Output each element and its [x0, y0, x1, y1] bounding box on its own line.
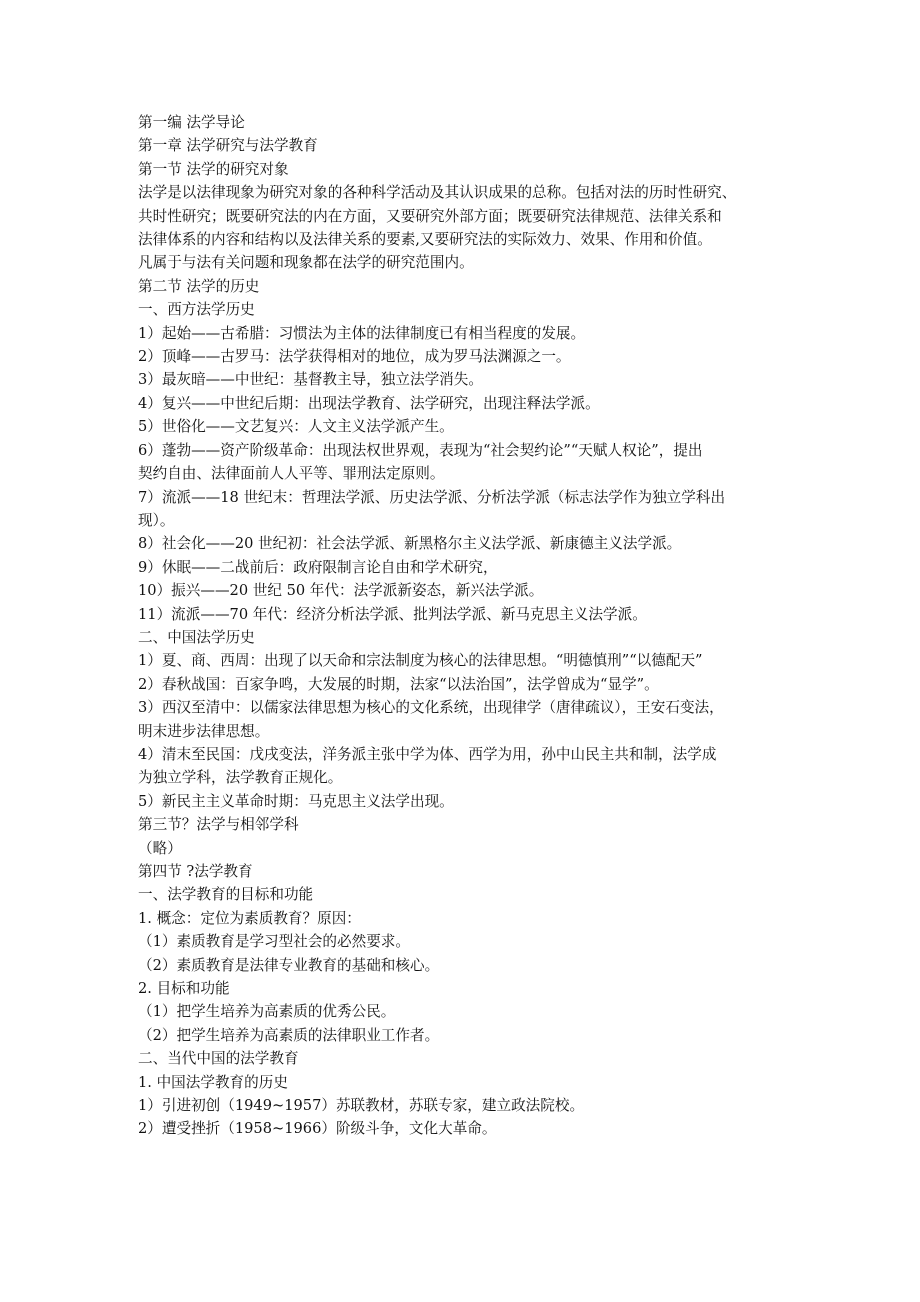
- list-item: 3）西汉至清中：以儒家法律思想为核心的文化系统，出现律学（唐律疏议），王安石变法，: [138, 699, 724, 717]
- chapter-heading: 第一章 法学研究与法学教育: [138, 137, 318, 155]
- list-item: 6）蓬勃——资产阶级革命：出现法权世界观，表现为“社会契约论”“天赋人权论”，提出: [138, 441, 703, 459]
- list-item: 1. 中国法学教育的历史: [138, 1073, 288, 1091]
- list-item: 4）复兴——中世纪后期：出现法学教育、法学研究，出现注释法学派。: [138, 394, 600, 412]
- list-item: 10）振兴——20 世纪 50 年代：法学派新姿态，新兴法学派。: [138, 582, 544, 600]
- section-heading: 第四节 ?法学教育: [138, 863, 253, 880]
- section-heading: 第三节？法学与相邻学科: [138, 816, 299, 834]
- subsection-heading: 一、西方法学历史: [138, 301, 255, 319]
- subsection-heading: 二、中国法学历史: [138, 628, 255, 646]
- list-item: 2. 目标和功能: [138, 980, 230, 998]
- list-item: 11）流派——70 年代：经济分析法学派、批判法学派、新马克思主义法学派。: [138, 605, 647, 623]
- paragraph-line: 共时性研究；既要研究法的内在方面，又要研究外部方面；既要研究法律规范、法律关系和: [138, 207, 722, 225]
- list-item: 8）社会化——20 世纪初：社会法学派、新黑格尔主义法学派、新康德主义法学派。: [138, 535, 682, 553]
- paragraph-line: 法学是以法律现象为研究对象的各种科学活动及其认识成果的总称。包括对法的历时性研究、: [138, 184, 737, 202]
- subsection-heading: 二、当代中国的法学教育: [138, 1050, 299, 1068]
- list-item-continued: 契约自由、法律面前人人平等、罪刑法定原则。: [138, 465, 445, 483]
- list-item: 5）新民主主义革命时期：马克思主义法学出现。: [138, 792, 454, 810]
- list-item: （2）把学生培养为高素质的法律职业工作者。: [138, 1026, 440, 1044]
- list-item: 1. 概念：定位为素质教育？原因：: [138, 909, 361, 927]
- paragraph-line: 法律体系的内容和结构以及法律关系的要素,又要研究法的实际效力、效果、作用和价值。: [138, 231, 712, 249]
- list-item-continued: 现）。: [138, 511, 175, 529]
- list-item: 2）顶峰——古罗马：法学获得相对的地位，成为罗马法渊源之一。: [138, 348, 571, 366]
- part-heading: 第一编 法学导论: [138, 114, 245, 131]
- list-item-continued: 明末进步法律思想。: [138, 722, 270, 740]
- list-item: 1）引进初创（1949~1957）苏联教材，苏联专家，建立政法院校。: [138, 1097, 585, 1115]
- list-item: （1）素质教育是学习型社会的必然要求。: [138, 933, 410, 951]
- list-item: 1）夏、商、西周：出现了以天命和宗法制度为核心的法律思想。“明德慎刑”“以德配天”: [138, 652, 703, 670]
- list-item: 7）流派——18 世纪末：哲理法学派、历史法学派、分析法学派（标志法学作为独立学科出: [138, 488, 726, 506]
- list-item: 2）遭受挫折（1958~1966）阶级斗争，文化大革命。: [138, 1120, 497, 1138]
- section-heading: 第二节 法学的历史: [138, 277, 260, 295]
- list-item: 2）春秋战国：百家争鸣，大发展的时期，法家“以法治国”，法学曾成为“显学”。: [138, 675, 659, 693]
- document-page: [138, 111, 788, 1141]
- section-heading: 第一节 法学的研究对象: [138, 160, 289, 178]
- paragraph-line: （略）: [138, 839, 182, 857]
- subsection-heading: 一、法学教育的目标和功能: [138, 886, 314, 904]
- list-item: 3）最灰暗——中世纪：基督教主导，独立法学消失。: [138, 371, 483, 389]
- list-item-continued: 为独立学科，法学教育正规化。: [138, 769, 343, 787]
- paragraph-line: 凡属于与法有关问题和现象都在法学的研究范围内。: [138, 254, 474, 272]
- list-item: 1）起始——古希腊：习惯法为主体的法律制度已有相当程度的发展。: [138, 324, 586, 342]
- list-item: 9）休眠——二战前后：政府限制言论自由和学术研究，: [138, 558, 498, 576]
- list-item: 5）世俗化——文艺复兴：人文主义法学派产生。: [138, 418, 454, 436]
- list-item: （1）把学生培养为高素质的优秀公民。: [138, 1003, 396, 1021]
- list-item: （2）素质教育是法律专业教育的基础和核心。: [138, 956, 440, 974]
- list-item: 4）清末至民国：戊戌变法，洋务派主张中学为体、西学为用，孙中山民主共和制，法学成: [138, 745, 717, 763]
